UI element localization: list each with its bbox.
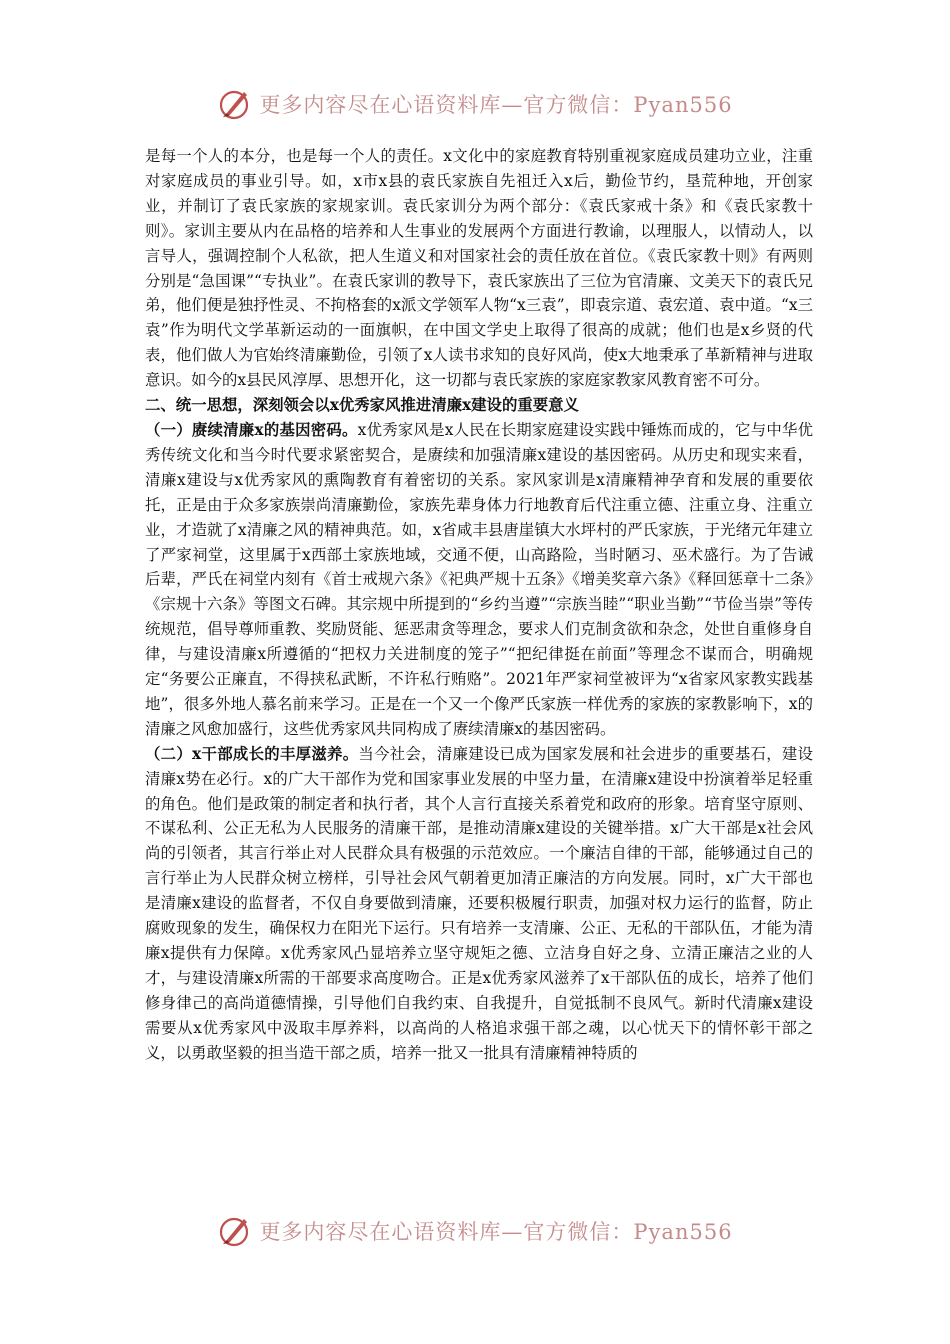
section-heading-2: 二、统一思想，深刻领会以x优秀家风推进清廉x建设的重要意义 bbox=[145, 396, 579, 415]
subsection-2-title: （二）x干部成长的丰厚滋养。 bbox=[145, 744, 359, 763]
watermark-header bbox=[0, 80, 950, 128]
paragraph-subsection-1 bbox=[145, 418, 813, 742]
pen-logo-icon bbox=[217, 1213, 253, 1249]
paragraph-yuan-family: 是每一个人的本分，也是每一个人的责任。x文化中的家庭教育特别重视家庭成员建功立业，注重对家庭成员的事业引导。如，x市x县的袁氏家族自先祖迁入x后，勤俭节约，垦荒种地，开创家业，并制订了袁氏家族的家规家训。袁氏家训分为两个部分：《袁氏家戒十条》和《袁氏家教十则》。家训主要从内在品格的培养和人生事业的发展两个方面进行教谕，以理服人，以情动人，以言导人，强调控制个人私欲，把人生道义和对国家社会的责任放在首位。《袁氏家教十则》有两则分别是“急国课”“专执业”。在袁氏家训的教导下，袁氏家族出了三位为官清廉、文美天下的袁氏兄弟，他们便是独抒性灵、不拘格套的x派文学领军人物“x三袁”，即袁宗道、袁宏道、袁中道。“x三袁”作为明代文学革新运动的一面旗帜，在中国文学史上取得了很高的成就；他们也是x乡贤的代表，他们做人为官始终清廉勤俭，引领了x人读书求知的良好风尚，使x大地秉承了革新精神与进取意识。如今的x县民风淳厚、思想开化，这一切都与袁氏家族的家庭家教家风教育密不可分。 bbox=[145, 147, 813, 390]
watermark-footer bbox=[0, 1207, 950, 1255]
subsection-1-text: x优秀家风是x人民在长期家庭建设实践中锤炼而成的，它与中华优秀传统文化和当今时代要求紧密契合，是赓续和加强清廉x建设的基因密码。从历史和现实来看，清廉x建设与x优秀家风的熏陶教育有着密切的关系。家风家训是x清廉精神孕育和发展的重要依托，正是由于众多家族崇尚清廉勤俭，家族先辈身体力行地教育后代注重立德、注重立身、注重立业，才造就了x清廉之风的精神典范。如，x省咸丰县唐崖镇大水坪村的严氏家族，于光绪元年建立了严家祠堂，这里属于x西部土家族地域，交通不便，山高路险，当时陋习、巫术盛行。为了告诫后辈，严氏在祠堂内刻有《首士戒规六条》《祀典严规十五条》《增美奖章六条》《释回惩章十二条》《宗规十六条》等图文石碑。其宗规中所提到的“乡约当遵”“宗族当睦”“职业当勤”“节俭当崇”等传统规范，倡导尊师重教、奖励贤能、惩恶肃贪等理念，要求人们克制贪欲和杂念，处世自重修身自律，与建设清廉x所遵循的“把权力关进制度的笼子”“把纪律挺在前面”等理念不谋而合，明确规定“务要公正廉直，不得挟私武断，不许私行贿赂”。2021年严家祠堂被评为“x省家风家教实践基地”，很多外地人慕名前来学习。正是在一个又一个像严氏家族一样优秀的家族的家教影响下，x的清廉之风愈加盛行，这些优秀家风共同构成了赓续清廉x的基因密码。 bbox=[145, 420, 813, 738]
watermark-text: 更多内容尽在心语资料库—官方微信：Pyan556 bbox=[259, 93, 733, 117]
paragraph-subsection-2 bbox=[145, 742, 813, 1066]
subsection-1-title: （一）赓续清廉x的基因密码。 bbox=[145, 420, 358, 439]
document-body bbox=[145, 144, 813, 1066]
pen-logo-icon bbox=[217, 86, 253, 122]
watermark-text: 更多内容尽在心语资料库—官方微信：Pyan556 bbox=[259, 1220, 733, 1244]
subsection-2-text: 当今社会，清廉建设已成为国家发展和社会进步的重要基石，建设清廉x势在必行。x的广大干部作为党和国家事业发展的中坚力量，在清廉x建设中扮演着举足轻重的角色。他们是政策的制定者和执行者，其个人言行直接关系着党和政府的形象。培育坚守原则、不谋私利、公正无私为人民服务的清廉干部，是推动清廉x建设的关键举措。x广大干部是x社会风尚的引领者，其言行举止对人民群众具有极强的示范效应。一个廉洁自律的干部，能够通过自己的言行举止为人民群众树立榜样，引导社会风气朝着更加清正廉洁的方向发展。同时，x广大干部也是清廉x建设的监督者，不仅自身要做到清廉，还要积极履行职责，加强对权力运行的监督，防止腐败现象的发生，确保权力在阳光下运行。只有培养一支清廉、公正、无私的干部队伍，才能为清廉x提供有力保障。x优秀家风凸显培养立坚守规矩之德、立洁身自好之身、立清正廉洁之业的人才，与建设清廉x所需的干部要求高度吻合。正是x优秀家风滋养了x干部队伍的成长，培养了他们修身律己的高尚道德情操，引导他们自我约束、自我提升，自觉抵制不良风气。新时代清廉x建设需要从x优秀家风中汲取丰厚养料，以高尚的人格追求强干部之魂，以心忧天下的情怀彰干部之义，以勇敢坚毅的担当造干部之质，培养一批又一批具有清廉精神特质的 bbox=[145, 744, 813, 1062]
